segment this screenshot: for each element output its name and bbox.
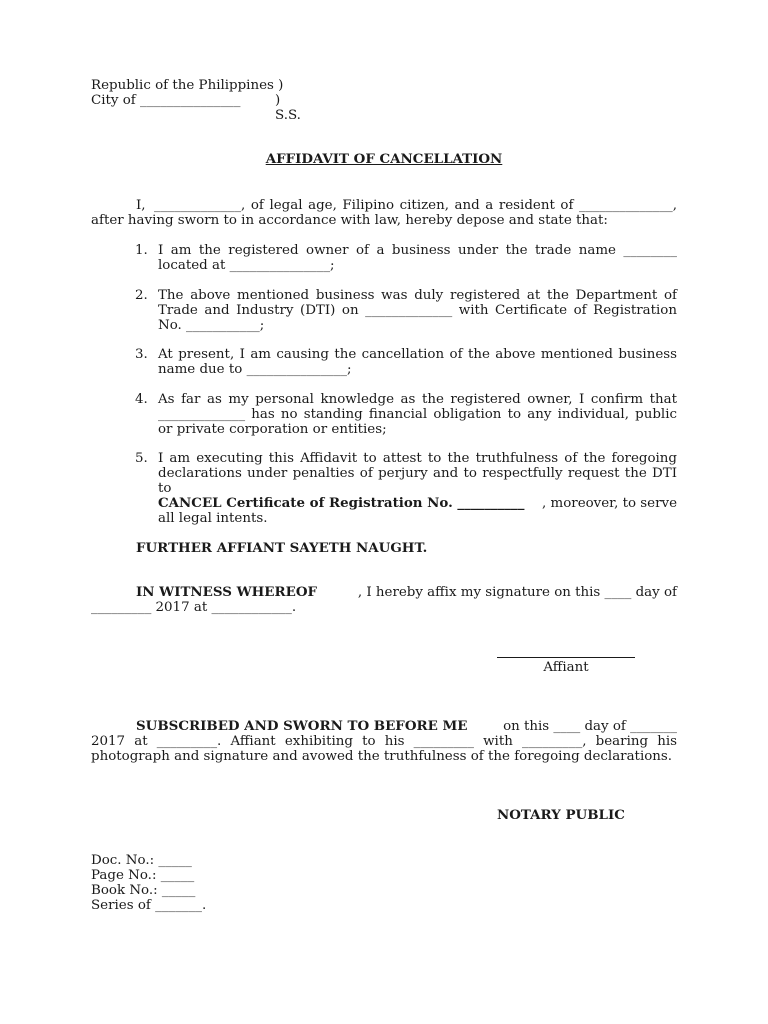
jurisdiction-header [91, 78, 301, 123]
ss-label: ) S.S. [275, 93, 301, 123]
republic-line: Republic of the Philippines ) [91, 78, 284, 93]
jurat-heading: SUBSCRIBED AND SWORN TO BEFORE ME [136, 718, 468, 734]
book-no-field: Book No.: _____ [91, 883, 196, 898]
witness-paragraph: IN WITNESS WHEREOF , I hereby affix my signature on this ____ day of _________ 2017 at ____________. [91, 584, 677, 615]
notarial-register-fields [91, 853, 206, 913]
series-field: Series of _______. [91, 898, 207, 913]
intro-paragraph [91, 198, 677, 228]
city-label: City of [91, 93, 136, 108]
notary-public-label: NOTARY PUBLIC [497, 807, 625, 823]
city-line [91, 93, 301, 123]
witness-heading: IN WITNESS WHEREOF [136, 584, 317, 600]
page-no-field: Page No.: _____ [91, 868, 195, 883]
intro-line-2: after having sworn to in accordance with law, hereby depose and state that: [91, 213, 608, 228]
affiant-label: Affiant [543, 660, 589, 675]
document-title: AFFIDAVIT OF CANCELLATION [265, 151, 503, 167]
cancel-line: CANCEL Certificate of Registration No. __________ , moreover, to serve [158, 495, 677, 511]
city-blank: _______________ [140, 93, 241, 108]
affiant-signature-line [497, 657, 635, 658]
doc-no-field: Doc. No.: _____ [91, 853, 192, 868]
further-affiant-statement: FURTHER AFFIANT SAYETH NAUGHT. [136, 540, 428, 556]
intro-line-1: I, _____________, of legal age, Filipino citizen, and a resident of ______________, [136, 198, 677, 213]
jurat-paragraph: SUBSCRIBED AND SWORN TO BEFORE ME on this ____ day of _______ 2017 at _________. Affiant exhibiting to his _________ with _________, bearing his photograph and signature and avowed the truthfulness of the foregoing declarations. [91, 718, 677, 764]
statement-list: 1. I am the registered owner of a business under the trade name ________ located at _______________; 2. The above mentioned business was duly registered at the Department of Trade and Industry (DTI) on _____________ with Certificate of Registration No. ___________; 3. At present, I am causing the cancellation of the above mentioned business name due to _______________; 4. As far as my personal knowledge as the registered owner, I confirm that _____________ has no standing financial obligation to any individual, public or private corporation or entities; 5. I am executing this Affidavit to attest to the truthfulness of the foregoing declarations under penalties of perjury and to respectfully request the DTI to CANCEL Certificate of Registration No. __________ , moreover, to serve all legal intents. [135, 243, 677, 526]
